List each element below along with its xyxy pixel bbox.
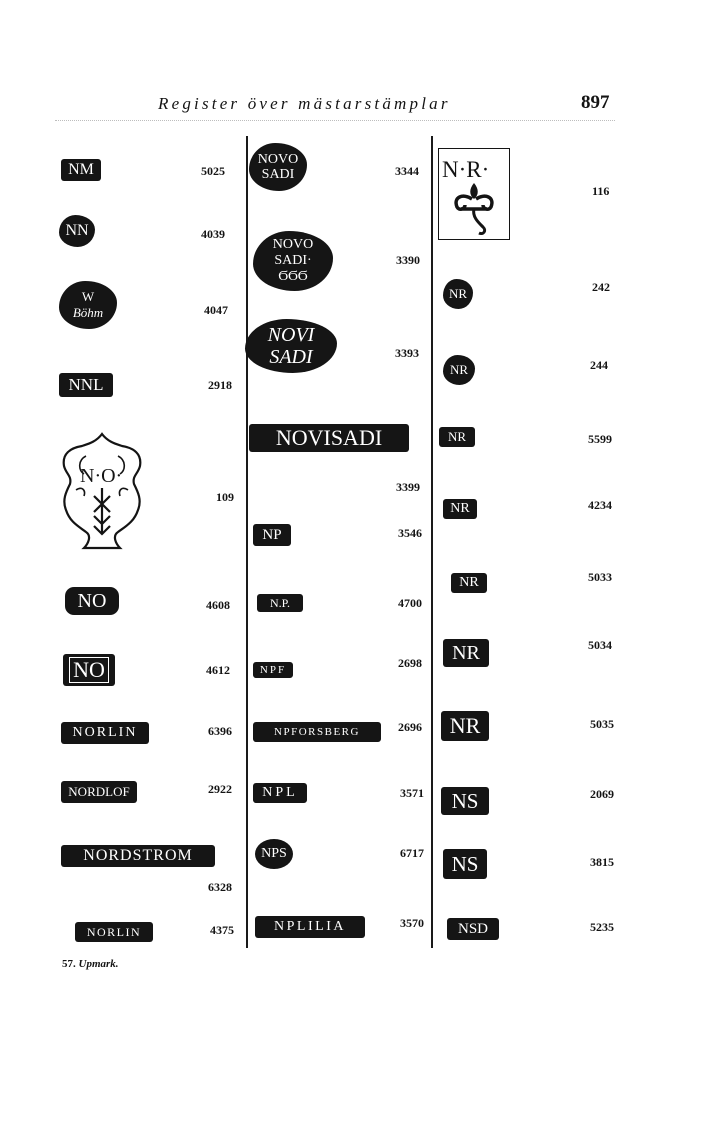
maker-mark-nr: NR (444, 280, 472, 308)
entry-number: 3399 (396, 480, 420, 494)
maker-mark-nn: NN (60, 216, 94, 246)
entry-number: 5034 (588, 638, 612, 652)
maker-mark-norlin: NORLIN (62, 723, 148, 743)
footnote-number: 57. (62, 958, 76, 970)
maker-mark-novo-sadi-ornate: NOVO SADI· ϬϬϬ (254, 232, 332, 290)
entry-number: 3570 (400, 916, 424, 930)
entry-number: 3571 (400, 786, 424, 800)
entry-number: 109 (216, 490, 234, 504)
maker-mark-novo-sadi: NOVO SADI (250, 144, 306, 190)
maker-mark-nps: NPS (256, 840, 292, 868)
maker-mark-nr: NR (452, 574, 486, 592)
entry-number: 2918 (208, 378, 232, 392)
footnote-name: Upmark. (78, 958, 119, 970)
entry-number: 242 (592, 280, 610, 294)
maker-mark-ns: NS (442, 788, 488, 814)
entry-number: 3344 (395, 164, 419, 178)
maker-mark-ns: NS (444, 850, 486, 878)
fleur-de-lis-icon (439, 149, 509, 239)
maker-mark-nr: NR (444, 500, 476, 518)
maker-mark-nr: NR (444, 640, 488, 666)
maker-mark-np-dotted: N.P. (258, 595, 302, 611)
maker-mark-nm: NM (62, 160, 100, 180)
maker-mark-no: NO (64, 655, 114, 685)
svg-text:N·R·: N·R· (442, 157, 490, 182)
entry-number: 3546 (398, 526, 422, 540)
entry-number: 4612 (206, 663, 230, 677)
entry-number: 5035 (590, 717, 614, 731)
maker-mark-nr: NR (440, 428, 474, 446)
maker-mark-nr: NR (444, 356, 474, 384)
column-divider-left (246, 136, 248, 948)
maker-mark-nplilia: NPLILIA (256, 917, 364, 937)
entry-number: 3815 (590, 855, 614, 869)
entry-number: 6328 (208, 880, 232, 894)
entry-number: 2069 (590, 787, 614, 801)
maker-mark-npf: NPF (254, 663, 292, 677)
maker-mark-np: NP (254, 525, 290, 545)
entry-number: 5025 (201, 164, 225, 178)
entry-number: 6717 (400, 846, 424, 860)
maker-mark-nnl: NNL (60, 374, 112, 396)
page-number: 897 (581, 92, 610, 113)
maker-mark-novisadi: NOVISADI (250, 425, 408, 451)
entry-number: 2696 (398, 720, 422, 734)
entry-number: 4234 (588, 498, 612, 512)
entry-number: 2698 (398, 656, 422, 670)
entry-number: 244 (590, 358, 608, 372)
cartouche-shield-icon (56, 430, 148, 554)
maker-mark-npforsberg: NPFORSBERG (254, 723, 380, 741)
entry-number: 4700 (398, 596, 422, 610)
entry-number: 3393 (395, 346, 419, 360)
header-dotted-rule (55, 120, 615, 123)
footnote (62, 958, 119, 970)
entry-number: 4047 (204, 303, 228, 317)
entry-number: 4039 (201, 227, 225, 241)
page-header-title: Register över mästarstämplar (158, 94, 451, 113)
svg-text:N·O·: N·O· (80, 465, 123, 487)
maker-mark-nordstrom: NORDSTROM (62, 846, 214, 866)
maker-mark-nr: NR (442, 712, 488, 740)
entry-number: 5033 (588, 570, 612, 584)
maker-mark-no-cartouche (56, 430, 148, 554)
entry-number: 116 (592, 184, 610, 198)
entry-number: 6396 (208, 724, 232, 738)
entry-number: 4608 (206, 598, 230, 612)
maker-mark-no: NO (66, 588, 118, 614)
entry-number: 5235 (590, 920, 614, 934)
maker-mark-nordlof: NORDLOF (62, 782, 136, 802)
entry-number: 4375 (210, 923, 234, 937)
entry-number: 5599 (588, 432, 612, 446)
maker-mark-nr-fleur (438, 148, 510, 240)
maker-mark-nsd: NSD (448, 919, 498, 939)
column-divider-right (431, 136, 433, 948)
maker-mark-npl: NPL (254, 784, 306, 802)
maker-mark-norlin: NORLIN (76, 923, 152, 941)
entry-number: 2922 (208, 782, 232, 796)
entry-number: 3390 (396, 253, 420, 267)
maker-mark-bohm: W Böhm (60, 282, 116, 328)
maker-mark-novi-sadi: NOVI SADI (246, 320, 336, 372)
